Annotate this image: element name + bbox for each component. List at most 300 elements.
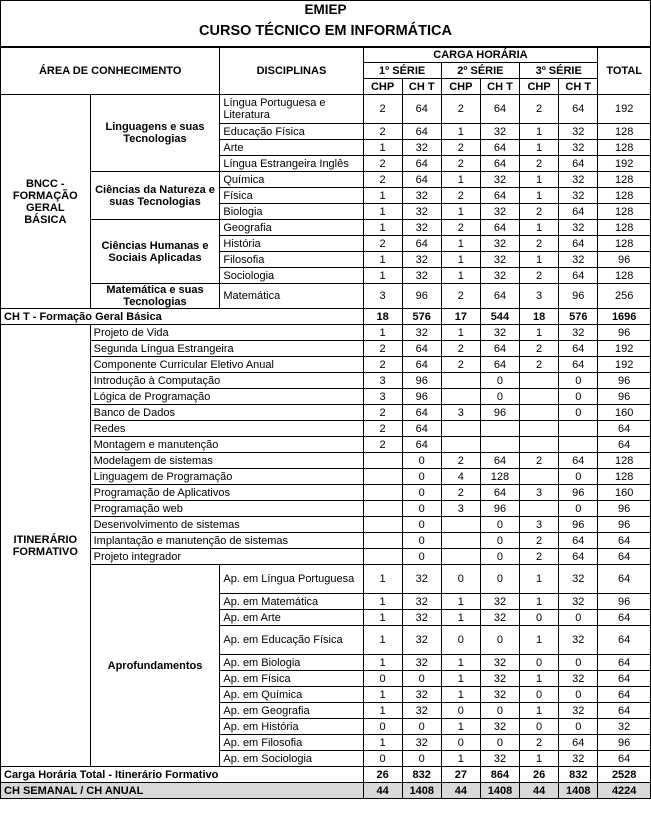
value-cell: 1 xyxy=(441,252,480,268)
table-row xyxy=(1,405,651,421)
value-cell: 32 xyxy=(402,188,441,204)
value-cell xyxy=(480,421,519,437)
value-cell: 0 xyxy=(520,655,559,671)
value-cell: 96 xyxy=(402,284,441,309)
value-cell: 0 xyxy=(480,703,519,719)
value-cell: 32 xyxy=(402,687,441,703)
value-cell: 2 xyxy=(520,357,559,373)
value-cell: 64 xyxy=(402,437,441,453)
value-cell: 0 xyxy=(441,565,480,594)
value-cell: 1 xyxy=(363,220,402,236)
value-cell: 0 xyxy=(480,373,519,389)
col-header-carga: CARGA HORÁRIA xyxy=(363,47,598,63)
bncc-total-label: CH T - Formação Geral Básica xyxy=(1,309,364,325)
value-cell: 32 xyxy=(559,703,598,719)
value-cell: 2 xyxy=(441,95,480,124)
value-cell: 32 xyxy=(559,325,598,341)
col-header-area: ÁREA DE CONHECIMENTO xyxy=(1,47,220,95)
value-cell: 1 xyxy=(441,124,480,140)
value-cell: 32 xyxy=(559,671,598,687)
discipline-name: Ap. em História xyxy=(220,719,363,735)
discipline-name: Ap. em Sociologia xyxy=(220,751,363,767)
value-cell: 32 xyxy=(480,719,519,735)
value-cell xyxy=(520,389,559,405)
discipline-name: Ap. em Educação Física xyxy=(220,626,363,655)
value-cell: 64 xyxy=(559,204,598,220)
col-header-chp: CHP xyxy=(441,79,480,95)
value-cell: 0 xyxy=(480,626,519,655)
table-row xyxy=(1,437,651,453)
value-cell xyxy=(441,517,480,533)
value-cell: 1 xyxy=(441,172,480,188)
total-cell: 64 xyxy=(598,687,651,703)
value-cell: 0 xyxy=(363,671,402,687)
total-cell: 2528 xyxy=(598,767,651,783)
col-header-serie-3: 3º SÉRIE xyxy=(520,63,598,79)
value-cell: 1408 xyxy=(559,783,598,799)
value-cell: 1 xyxy=(363,325,402,341)
value-cell: 2 xyxy=(441,220,480,236)
value-cell: 64 xyxy=(559,156,598,172)
value-cell: 2 xyxy=(363,124,402,140)
value-cell: 64 xyxy=(480,156,519,172)
total-cell: 96 xyxy=(598,373,651,389)
value-cell: 2 xyxy=(520,453,559,469)
value-cell: 32 xyxy=(480,268,519,284)
discipline-name: Lógica de Programação xyxy=(90,389,363,405)
value-cell: 64 xyxy=(559,735,598,751)
col-header-chp: CHP xyxy=(520,79,559,95)
discipline-name: Banco de Dados xyxy=(90,405,363,421)
value-cell: 1408 xyxy=(480,783,519,799)
value-cell: 0 xyxy=(559,719,598,735)
value-cell xyxy=(559,421,598,437)
table-row xyxy=(1,501,651,517)
value-cell: 96 xyxy=(402,373,441,389)
total-cell: 256 xyxy=(598,284,651,309)
discipline-name: Segunda Língua Estrangeira xyxy=(90,341,363,357)
value-cell: 32 xyxy=(559,594,598,610)
value-cell xyxy=(520,373,559,389)
value-cell xyxy=(363,453,402,469)
itinerario-total-label: Carga Horária Total - Itinerário Formativo xyxy=(1,767,364,783)
discipline-name: Linguagem de Programação xyxy=(90,469,363,485)
discipline-name: Montagem e manutenção xyxy=(90,437,363,453)
total-cell: 160 xyxy=(598,485,651,501)
value-cell: 32 xyxy=(402,626,441,655)
value-cell: 3 xyxy=(441,405,480,421)
value-cell: 0 xyxy=(480,565,519,594)
value-cell: 32 xyxy=(559,626,598,655)
table-row xyxy=(1,389,651,405)
value-cell: 64 xyxy=(402,124,441,140)
workload-table xyxy=(0,46,651,799)
total-cell: 128 xyxy=(598,140,651,156)
value-cell: 2 xyxy=(520,236,559,252)
value-cell: 1 xyxy=(520,220,559,236)
value-cell: 0 xyxy=(480,517,519,533)
bncc-total-row xyxy=(1,309,651,325)
value-cell xyxy=(520,421,559,437)
value-cell: 0 xyxy=(480,389,519,405)
value-cell: 32 xyxy=(559,140,598,156)
value-cell xyxy=(441,389,480,405)
value-cell: 32 xyxy=(480,124,519,140)
table-row xyxy=(1,421,651,437)
semanal-label: CH SEMANAL / CH ANUAL xyxy=(1,783,364,799)
value-cell: 0 xyxy=(520,719,559,735)
value-cell: 1 xyxy=(441,751,480,767)
value-cell: 32 xyxy=(559,124,598,140)
value-cell: 64 xyxy=(559,549,598,565)
table-row xyxy=(1,325,651,341)
value-cell: 64 xyxy=(402,156,441,172)
total-cell: 96 xyxy=(598,325,651,341)
value-cell: 64 xyxy=(402,172,441,188)
discipline-name: Ap. em Matemática xyxy=(220,594,363,610)
discipline-name: Redes xyxy=(90,421,363,437)
total-cell: 4224 xyxy=(598,783,651,799)
document-header xyxy=(0,0,651,48)
value-cell: 2 xyxy=(441,156,480,172)
value-cell: 1408 xyxy=(402,783,441,799)
total-cell: 128 xyxy=(598,188,651,204)
value-cell xyxy=(441,533,480,549)
value-cell xyxy=(441,437,480,453)
discipline-name: Componente Curricular Eletivo Anual xyxy=(90,357,363,373)
value-cell: 32 xyxy=(559,751,598,767)
discipline-name: Língua Estrangeira Inglês xyxy=(220,156,363,172)
value-cell xyxy=(441,549,480,565)
total-cell: 128 xyxy=(598,268,651,284)
total-cell: 64 xyxy=(598,549,651,565)
value-cell xyxy=(363,533,402,549)
value-cell: 2 xyxy=(520,268,559,284)
value-cell: 1 xyxy=(520,703,559,719)
discipline-name: Ap. em Língua Portuguesa xyxy=(220,565,363,594)
value-cell: 0 xyxy=(520,687,559,703)
value-cell: 1 xyxy=(441,610,480,626)
table-row xyxy=(1,284,651,309)
value-cell: 64 xyxy=(402,405,441,421)
subarea-label: Matemática e suas Tecnologias xyxy=(90,284,220,309)
value-cell: 0 xyxy=(559,389,598,405)
area-bncc: BNCC - FORMAÇÃO GERAL BÁSICA xyxy=(1,95,91,309)
total-cell: 64 xyxy=(598,437,651,453)
discipline-name: Projeto de Vida xyxy=(90,325,363,341)
itinerario-total-row xyxy=(1,767,651,783)
col-header-serie-1: 1º SÉRIE xyxy=(363,63,441,79)
total-cell: 96 xyxy=(598,252,651,268)
value-cell: 0 xyxy=(363,719,402,735)
value-cell: 1 xyxy=(363,626,402,655)
value-cell: 0 xyxy=(480,735,519,751)
col-header-cht: CH T xyxy=(402,79,441,95)
value-cell: 0 xyxy=(559,469,598,485)
discipline-name: Educação Física xyxy=(220,124,363,140)
value-cell: 32 xyxy=(402,140,441,156)
discipline-name: Ap. em Química xyxy=(220,687,363,703)
value-cell: 3 xyxy=(441,501,480,517)
subarea-label: Aprofundamentos xyxy=(90,565,220,767)
value-cell: 1 xyxy=(363,252,402,268)
value-cell: 96 xyxy=(480,501,519,517)
value-cell: 0 xyxy=(363,751,402,767)
value-cell: 0 xyxy=(559,501,598,517)
value-cell: 64 xyxy=(559,95,598,124)
discipline-name: Filosofia xyxy=(220,252,363,268)
value-cell: 2 xyxy=(363,341,402,357)
table-row xyxy=(1,357,651,373)
value-cell: 2 xyxy=(520,549,559,565)
value-cell: 3 xyxy=(363,389,402,405)
value-cell: 1 xyxy=(520,124,559,140)
value-cell: 96 xyxy=(559,284,598,309)
col-header-cht: CH T xyxy=(559,79,598,95)
value-cell: 2 xyxy=(441,485,480,501)
value-cell: 32 xyxy=(480,751,519,767)
table-row xyxy=(1,172,651,188)
value-cell: 64 xyxy=(480,220,519,236)
total-cell: 96 xyxy=(598,389,651,405)
value-cell: 2 xyxy=(520,341,559,357)
value-cell: 2 xyxy=(520,533,559,549)
total-cell: 64 xyxy=(598,655,651,671)
table-row xyxy=(1,469,651,485)
value-cell xyxy=(520,437,559,453)
value-cell: 1 xyxy=(363,594,402,610)
table-row xyxy=(1,453,651,469)
table-row xyxy=(1,220,651,236)
discipline-name: Implantação e manutenção de sistemas xyxy=(90,533,363,549)
col-header-chp: CHP xyxy=(363,79,402,95)
total-cell: 160 xyxy=(598,405,651,421)
value-cell: 32 xyxy=(402,565,441,594)
value-cell: 1 xyxy=(363,735,402,751)
value-cell: 0 xyxy=(559,373,598,389)
value-cell xyxy=(480,437,519,453)
value-cell: 1 xyxy=(363,703,402,719)
value-cell: 96 xyxy=(480,405,519,421)
value-cell: 32 xyxy=(402,610,441,626)
value-cell: 4 xyxy=(441,469,480,485)
total-cell: 64 xyxy=(598,565,651,594)
value-cell: 1 xyxy=(520,594,559,610)
value-cell: 64 xyxy=(480,95,519,124)
value-cell: 0 xyxy=(402,453,441,469)
value-cell: 0 xyxy=(402,485,441,501)
value-cell: 0 xyxy=(402,671,441,687)
discipline-name: Programação de Aplicativos xyxy=(90,485,363,501)
value-cell: 1 xyxy=(363,687,402,703)
value-cell: 2 xyxy=(441,140,480,156)
value-cell: 44 xyxy=(520,783,559,799)
value-cell: 64 xyxy=(480,284,519,309)
discipline-name: Ap. em Física xyxy=(220,671,363,687)
discipline-name: Ap. em Geografia xyxy=(220,703,363,719)
col-header-serie-2: 2º SÉRIE xyxy=(441,63,519,79)
value-cell xyxy=(363,517,402,533)
table-row xyxy=(1,485,651,501)
value-cell: 32 xyxy=(480,687,519,703)
value-cell: 32 xyxy=(402,655,441,671)
value-cell: 64 xyxy=(480,341,519,357)
total-cell: 96 xyxy=(598,594,651,610)
discipline-name: Arte xyxy=(220,140,363,156)
value-cell: 2 xyxy=(441,188,480,204)
value-cell: 1 xyxy=(520,325,559,341)
discipline-name: História xyxy=(220,236,363,252)
value-cell: 1 xyxy=(441,671,480,687)
value-cell: 18 xyxy=(363,309,402,325)
total-cell: 192 xyxy=(598,95,651,124)
value-cell: 32 xyxy=(559,252,598,268)
value-cell: 32 xyxy=(480,172,519,188)
value-cell: 0 xyxy=(402,549,441,565)
value-cell: 32 xyxy=(480,671,519,687)
value-cell xyxy=(363,469,402,485)
total-cell: 128 xyxy=(598,124,651,140)
total-cell: 64 xyxy=(598,533,651,549)
value-cell: 64 xyxy=(402,357,441,373)
value-cell: 1 xyxy=(363,565,402,594)
value-cell: 32 xyxy=(559,220,598,236)
value-cell: 0 xyxy=(480,533,519,549)
value-cell: 0 xyxy=(559,610,598,626)
value-cell: 64 xyxy=(402,421,441,437)
value-cell: 1 xyxy=(520,172,559,188)
value-cell: 1 xyxy=(363,655,402,671)
value-cell: 1 xyxy=(441,236,480,252)
value-cell: 832 xyxy=(559,767,598,783)
value-cell: 32 xyxy=(480,655,519,671)
value-cell: 17 xyxy=(441,309,480,325)
value-cell: 2 xyxy=(520,735,559,751)
value-cell: 32 xyxy=(559,565,598,594)
col-header-disciplinas: DISCIPLINAS xyxy=(220,47,363,95)
value-cell: 32 xyxy=(402,594,441,610)
total-cell: 64 xyxy=(598,610,651,626)
value-cell: 1 xyxy=(520,626,559,655)
value-cell: 32 xyxy=(480,325,519,341)
value-cell: 1 xyxy=(363,204,402,220)
total-cell: 128 xyxy=(598,172,651,188)
subarea-label: Ciências Humanas e Sociais Aplicadas xyxy=(90,220,220,284)
value-cell: 26 xyxy=(363,767,402,783)
value-cell: 64 xyxy=(559,533,598,549)
value-cell: 32 xyxy=(480,204,519,220)
discipline-name: Química xyxy=(220,172,363,188)
value-cell: 128 xyxy=(480,469,519,485)
value-cell: 1 xyxy=(520,252,559,268)
discipline-name: Modelagem de sistemas xyxy=(90,453,363,469)
value-cell xyxy=(520,469,559,485)
school-name: EMIEP xyxy=(304,2,347,17)
value-cell: 1 xyxy=(441,204,480,220)
value-cell: 0 xyxy=(520,610,559,626)
value-cell xyxy=(559,437,598,453)
value-cell: 2 xyxy=(363,95,402,124)
value-cell: 1 xyxy=(520,565,559,594)
value-cell: 576 xyxy=(559,309,598,325)
col-header-total: TOTAL xyxy=(598,47,651,95)
value-cell: 3 xyxy=(363,373,402,389)
value-cell: 32 xyxy=(559,172,598,188)
value-cell: 64 xyxy=(559,268,598,284)
total-cell: 128 xyxy=(598,453,651,469)
value-cell: 2 xyxy=(520,156,559,172)
discipline-name: Ap. em Biologia xyxy=(220,655,363,671)
total-cell: 64 xyxy=(598,751,651,767)
table-row xyxy=(1,533,651,549)
value-cell: 44 xyxy=(363,783,402,799)
discipline-name: Matemática xyxy=(220,284,363,309)
value-cell: 2 xyxy=(363,357,402,373)
value-cell: 64 xyxy=(402,95,441,124)
value-cell: 96 xyxy=(559,517,598,533)
area-itinerario: ITINERÁRIO FORMATIVO xyxy=(1,325,91,767)
value-cell: 576 xyxy=(402,309,441,325)
value-cell: 44 xyxy=(441,783,480,799)
value-cell: 1 xyxy=(441,594,480,610)
value-cell: 864 xyxy=(480,767,519,783)
value-cell: 0 xyxy=(480,549,519,565)
value-cell: 1 xyxy=(441,325,480,341)
value-cell: 544 xyxy=(480,309,519,325)
total-cell: 128 xyxy=(598,469,651,485)
value-cell: 1 xyxy=(363,188,402,204)
value-cell: 2 xyxy=(363,172,402,188)
value-cell: 32 xyxy=(402,703,441,719)
value-cell: 64 xyxy=(559,453,598,469)
value-cell: 1 xyxy=(441,687,480,703)
value-cell: 96 xyxy=(402,389,441,405)
total-cell: 32 xyxy=(598,719,651,735)
value-cell xyxy=(363,501,402,517)
value-cell: 2 xyxy=(441,453,480,469)
total-cell: 1696 xyxy=(598,309,651,325)
value-cell: 3 xyxy=(520,517,559,533)
value-cell: 2 xyxy=(363,437,402,453)
value-cell: 0 xyxy=(402,533,441,549)
value-cell: 0 xyxy=(402,517,441,533)
value-cell: 2 xyxy=(520,95,559,124)
discipline-name: Introdução à Computação xyxy=(90,373,363,389)
value-cell xyxy=(363,485,402,501)
total-cell: 128 xyxy=(598,220,651,236)
value-cell: 0 xyxy=(441,626,480,655)
total-cell: 96 xyxy=(598,735,651,751)
discipline-name: Língua Portuguesa e Literatura xyxy=(220,95,363,124)
value-cell: 2 xyxy=(520,204,559,220)
value-cell xyxy=(441,373,480,389)
value-cell: 3 xyxy=(363,284,402,309)
value-cell: 64 xyxy=(480,140,519,156)
value-cell: 32 xyxy=(480,252,519,268)
value-cell: 64 xyxy=(402,236,441,252)
value-cell: 64 xyxy=(480,357,519,373)
value-cell: 1 xyxy=(441,655,480,671)
table-row xyxy=(1,373,651,389)
total-cell: 192 xyxy=(598,341,651,357)
value-cell: 0 xyxy=(559,687,598,703)
value-cell: 1 xyxy=(520,671,559,687)
value-cell: 0 xyxy=(402,751,441,767)
value-cell: 0 xyxy=(402,719,441,735)
value-cell: 2 xyxy=(363,405,402,421)
value-cell: 2 xyxy=(363,236,402,252)
value-cell: 1 xyxy=(520,751,559,767)
